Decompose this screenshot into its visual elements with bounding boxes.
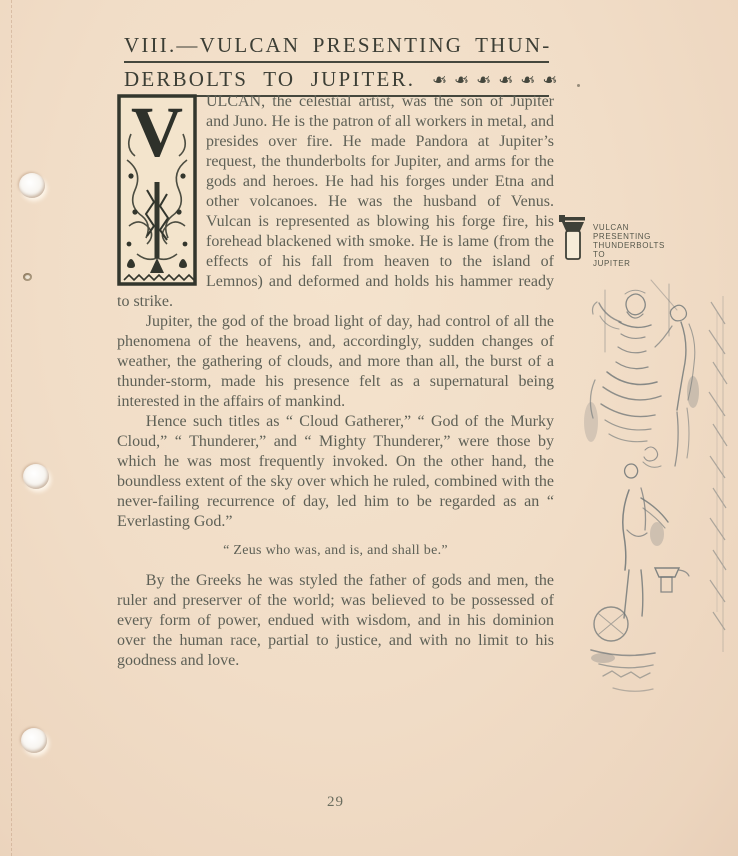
caption-line: THUNDERBOLTS — [593, 241, 665, 250]
zeus-quote: “ Zeus who was, and is, and shall be.” — [223, 543, 448, 558]
paragraph-vulcan — [117, 92, 554, 312]
caption-text — [593, 212, 665, 268]
chapter-title-line-1: VIII.—VULCAN PRESENTING THUN- — [124, 33, 549, 63]
chapter-title-line-2-text: DERBOLTS TO JUPITER. — [124, 67, 416, 91]
chapter-title — [124, 33, 558, 101]
anvil-icon — [558, 212, 588, 264]
sketch-illustration — [573, 272, 738, 702]
page-number: 29 — [327, 794, 344, 810]
decorated-dropcap-v — [117, 94, 197, 286]
paragraph-vulcan-text: ULCAN, the celestial artist, was the son of Jupiter and Juno. He is the patron of all workers in metal, and presides over fire. He made Pandora at Jupiter’s request, the thunderbolts for Jupiter, and arms for the gods and heroes. He had his forges under Etna and other volcanoes. He was the husband of Venus. Vulcan is represented as blowing his forge fire, his forehead blackened with smoke. He is lame (from the effects of his fall from heaven to the island of Lemnos) and deformed and holds his hammer ready to strike. — [117, 93, 554, 310]
perforation-line — [11, 0, 12, 856]
fleuron-ornaments: ❧❧❧❧❧❧ — [425, 70, 558, 91]
paragraph-jupiter: Jupiter, the god of the broad light of day, had control of all the phenomena of the heavens, and, accordingly, sudden changes of weather, the gathering of clouds, and more than all, the burst of a thunder-storm, made his presence felt as a supernatural being interested in the affairs of mankind. — [117, 313, 554, 410]
caption-line: PRESENTING — [593, 232, 652, 241]
svg-text:V: V — [131, 94, 183, 172]
caption-line: JUPITER — [593, 259, 631, 268]
caption-line: TO — [593, 250, 606, 259]
paragraph-titles: Hence such titles as “ Cloud Gatherer,” “ God of the Murky Cloud,” “ Thunderer,” and “ Mighty Thunderer,” were those by which he was most frequently invoked. On the other hand, the boundless extent of the sky over which he ruled, combined with the never-failing recurrence of day, led him to be regarded as an “ Everlasting God.” — [117, 413, 554, 530]
paragraph-greeks: By the Greeks he was styled the father of gods and men, the ruler and preserver of the world; was believed to be possessed of every form of power, endued with wisdom, and in his dominion over the human race, partial to justice, and with no limit to his goodness and love. — [117, 572, 554, 669]
small-punch-hole — [23, 273, 32, 281]
punch-hole — [23, 464, 49, 489]
illustration-caption — [558, 212, 665, 268]
punch-hole — [19, 173, 45, 198]
body-text-column — [117, 92, 554, 671]
paper-speck — [577, 84, 580, 87]
punch-hole — [21, 728, 47, 753]
caption-line: VULCAN — [593, 223, 630, 232]
